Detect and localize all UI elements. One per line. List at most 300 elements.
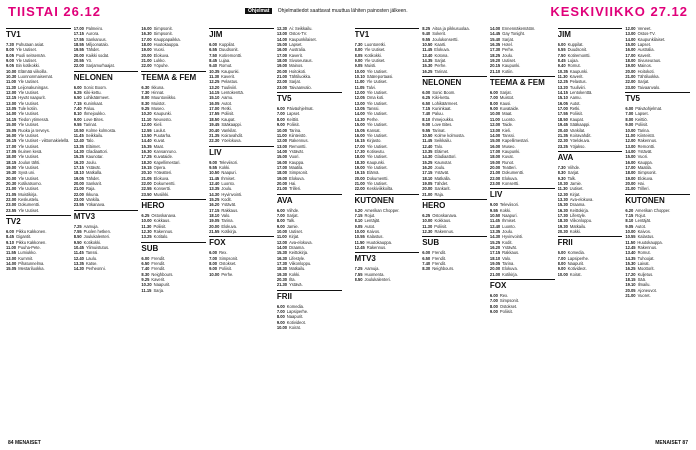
channel-heading: AVA — [277, 194, 342, 207]
program-time: 6.50 — [422, 255, 431, 261]
program-time: 15.30 — [276, 250, 288, 256]
program-time: 15.30 — [557, 202, 568, 208]
program-time: 11.30 — [557, 186, 568, 192]
program-time: 21.00 — [6, 186, 17, 192]
program-time: 9.00 — [489, 309, 498, 315]
program-time: 17.30 — [354, 148, 365, 154]
program-title: Kalastus. — [637, 234, 655, 240]
program-time: 16.00 — [625, 159, 636, 165]
program-time: 12.25 — [557, 79, 568, 85]
program-title: Kieli. — [502, 127, 512, 133]
program-time: 23.00 — [6, 202, 17, 208]
program-time: 18.00 — [625, 170, 636, 176]
program-title: Rakennus. — [153, 229, 174, 234]
program-title: Frendit. — [432, 250, 447, 256]
program-row — [141, 288, 206, 293]
program-time: 11.30 — [6, 84, 17, 90]
program-time: 14.00 — [625, 148, 636, 154]
program-time: 9.00 — [276, 319, 285, 325]
program-row — [422, 266, 487, 271]
program-time: 17.25 — [141, 154, 152, 160]
program-title: Kaverit. — [569, 74, 584, 80]
program-time: 10.00 — [276, 127, 288, 133]
program-title: Kodit. — [502, 239, 513, 245]
program-title: Poliisit. — [499, 309, 513, 315]
program-time: 8.05 — [6, 52, 14, 58]
program-row — [422, 69, 487, 74]
program-time: 9.25 — [141, 277, 150, 283]
program-row — [625, 186, 690, 191]
program-time: 12.00 — [489, 122, 501, 128]
program-time: 8.00 — [276, 116, 285, 122]
program-title: Kaupunki. — [569, 68, 589, 74]
program-title: Rakennus. — [289, 138, 309, 144]
program-time: 20.00 — [73, 180, 84, 186]
program-title: Puuha-Pete. — [18, 245, 41, 251]
program-title: Draama. — [569, 202, 586, 208]
program-time: 7.00 — [625, 111, 634, 117]
program-time: 18.00 — [276, 170, 288, 176]
program-title: Ihmiset. — [501, 218, 517, 224]
program-row — [490, 181, 555, 186]
program-time: 9.00 — [209, 159, 218, 165]
program-title: Joulu. — [502, 229, 514, 234]
program-title: Uutiset. — [569, 186, 584, 192]
program-time: 6.25 — [422, 95, 431, 101]
program-time: 12.30 — [141, 229, 152, 234]
program-title: Hyvinvointi. — [502, 234, 524, 240]
left-page-number: 84 MENAISET — [8, 440, 41, 446]
program-time: 11.10 — [141, 116, 152, 122]
program-time: 13.25 — [141, 234, 152, 240]
program-title: Taide. — [502, 122, 514, 128]
program-title: Elokuva. — [153, 52, 170, 58]
program-time: 13.35 — [489, 229, 501, 234]
program-time: 8.00 — [6, 47, 14, 53]
program-time: 7.00 — [489, 95, 498, 101]
program-row — [625, 293, 690, 298]
program-time: 21.00 — [276, 74, 288, 80]
program-time: 22.00 — [6, 196, 17, 202]
program-time: 19.45 — [209, 122, 220, 128]
program-time: 18.15 — [625, 277, 636, 283]
program-title: Koirat. — [289, 325, 301, 331]
program-row — [422, 229, 487, 234]
program-title: Raja. — [434, 191, 445, 197]
program-title: Yökanava. — [85, 202, 106, 208]
program-time: 20.00 — [141, 52, 152, 58]
channel-heading: MTV3 — [355, 252, 420, 265]
program-title: Eläimet. — [434, 148, 450, 154]
program-title: Huutokauppa. — [637, 239, 663, 245]
program-time: 10.20 — [141, 111, 152, 117]
program-time: 16.05 — [557, 100, 568, 106]
program-row — [558, 144, 623, 149]
program-time: 14.30 — [422, 154, 433, 160]
program-time: 21.00 — [625, 186, 636, 192]
program-time: 8.10 — [354, 218, 363, 224]
program-time: 20.00 — [6, 175, 17, 181]
program-time: 15.00 — [276, 42, 288, 48]
program-time: 10.55 — [354, 234, 365, 240]
program-title: Paluu. — [432, 111, 444, 117]
program-time: 18.00 — [276, 58, 288, 64]
program-time: 8.00 — [209, 261, 218, 267]
program-row — [74, 202, 139, 207]
program-time: 14.00 — [276, 245, 288, 251]
program-time: 19.00 — [6, 164, 17, 170]
program-title: Päiväohjelmat. — [286, 106, 314, 112]
program-title: Tuhoojat. — [637, 255, 655, 261]
program-time: 22.00 — [73, 63, 84, 69]
program-time: 9.05 — [625, 223, 634, 229]
program-title: Love Bites. — [432, 122, 453, 128]
program-time: 16.00 — [489, 143, 501, 149]
program-time: 19.10 — [625, 282, 636, 288]
program-time: 17.55 — [557, 111, 568, 117]
program-title: Sonic Boom. — [83, 84, 107, 90]
program-title: Ostokset. — [219, 261, 237, 267]
program-title: Lapset. — [637, 42, 652, 48]
program-title: Pelastus. — [569, 79, 587, 85]
program-time: 6.50 — [141, 261, 150, 267]
program-time: 7.00 — [276, 309, 285, 315]
program-title: Ylimuistutus. — [85, 245, 110, 251]
program-time: 18.50 — [209, 116, 220, 122]
program-time: 7.30 — [141, 90, 150, 96]
program-time: 14.35 — [625, 255, 636, 261]
program-time: 15.30 — [625, 261, 636, 267]
program-title: Kuninkaat. — [83, 100, 104, 106]
program-title: Yle Uutiset. — [18, 175, 40, 181]
program-time: 10.35 — [557, 68, 568, 74]
program-time: 12.00 — [141, 122, 152, 128]
program-title: Sarjat. — [286, 212, 299, 218]
program-time: 17.15 — [73, 31, 84, 37]
program-title: Yle Uutiset. — [18, 79, 39, 85]
program-title: Elokuva. — [637, 175, 654, 181]
program-time: 16.30 — [141, 31, 152, 37]
program-title: Kaupunki. — [221, 68, 240, 74]
right-day-title: KESKIVIIKKO 27.12 — [550, 4, 688, 19]
program-title: Muuntoviikko. — [151, 95, 177, 101]
program-row — [209, 272, 274, 277]
program-time: 9.40 — [209, 63, 218, 69]
program-time: 14.00 — [6, 111, 17, 117]
program-title: Palmeiro. — [85, 26, 104, 31]
program-time: 6.00 — [557, 42, 566, 47]
program-time: 10.50 — [489, 212, 501, 218]
program-title: Taivaanvalo. — [289, 84, 312, 90]
program-time: 23.25 — [557, 143, 568, 149]
program-time: 15.05 — [354, 127, 365, 133]
program-title: Aamuja. — [364, 266, 380, 272]
channel-heading: LIV — [209, 146, 274, 159]
program-time: 19.05 — [422, 180, 433, 186]
program-time: 23.55 — [6, 207, 17, 213]
program-title: Tähtiluokka. — [289, 74, 312, 80]
program-title: Dokumentti. — [366, 175, 389, 181]
program-time: 12.40 — [73, 255, 84, 261]
program-title: Simpsonit. — [499, 298, 520, 304]
program-title: Koirat. — [569, 271, 582, 277]
program-title: Sivuseuraus. — [289, 58, 313, 64]
program-title: Ruoka ja terveys. — [18, 127, 50, 133]
program-title: Kansat. — [366, 127, 381, 133]
program-title: Tarina. — [502, 261, 515, 267]
program-time: 11.00 — [6, 79, 17, 85]
program-title: Konsertti. — [502, 180, 520, 186]
program-title: Ostos-TV. — [637, 31, 656, 37]
program-time: 8.50 — [73, 234, 82, 240]
program-title: Perhe. — [221, 271, 234, 277]
program-title: Elokuva. — [221, 223, 238, 229]
program-time: 19.15 — [141, 164, 152, 170]
program-title: Frendit. — [151, 255, 166, 261]
program-title: Bin kotikokki. — [15, 63, 40, 69]
program-time: 19.00 — [625, 175, 636, 181]
program-time: 15.00 — [354, 122, 365, 128]
program-time: 16.15 — [6, 138, 17, 144]
program-title: Pikku Kakkonen. — [15, 239, 47, 245]
program-title: Poliisit. — [286, 122, 300, 128]
program-title: Tuuliviiri. — [569, 84, 586, 90]
channel-heading: HERO — [141, 199, 206, 212]
program-time: 16.35 — [489, 42, 501, 48]
program-time: 10.00 — [276, 325, 288, 331]
program-time: 13.50 — [141, 132, 152, 138]
program-time: 10.50 — [422, 132, 433, 138]
channel-heading: JIM — [209, 28, 274, 41]
program-time: 21.00 — [489, 271, 501, 277]
program-time: 7.15 — [354, 212, 363, 218]
program-time: 22.00 — [276, 79, 288, 85]
program-time: 17.15 — [73, 164, 84, 170]
program-time: 20.00 — [276, 68, 288, 74]
program-time: 18.00 — [625, 58, 636, 64]
program-time: 21.35 — [557, 132, 568, 138]
program-time: 9.50 — [73, 239, 82, 245]
program-time: 11.45 — [209, 175, 220, 181]
program-time: 21.05 — [6, 191, 17, 197]
program-title: Simpsonit. — [289, 170, 309, 176]
program-title: Lentokenttä. — [221, 90, 244, 96]
program-title: Kapellimestari. — [153, 159, 181, 165]
program-title: Lapsiperhe. — [567, 255, 589, 261]
program-title: Teatteri. — [502, 164, 517, 170]
program-title: Sarjat. — [434, 58, 447, 64]
program-title: Lohikäärmeet. — [83, 95, 110, 101]
program-title: Kaupunki. — [153, 111, 172, 117]
program-row — [141, 63, 206, 68]
program-title: Amerikan Chopper. — [635, 207, 671, 213]
program-time: 14.30 — [209, 191, 220, 197]
program-title: Matkailu. — [569, 223, 587, 229]
program-title: Viihde. — [286, 207, 300, 213]
program-title: Sääkaappi. — [569, 122, 591, 128]
program-time: 8.10 — [73, 111, 82, 117]
program-time: 18.00 — [489, 154, 501, 160]
program-title: Viihde. — [567, 164, 581, 170]
program-time: 13.00 — [489, 127, 501, 133]
program-title: Joulun tähti. — [18, 159, 41, 165]
program-time: 6.25 — [73, 90, 82, 96]
program-time: 21.05 — [141, 175, 152, 181]
program-time: 11.30 — [557, 74, 568, 80]
program-title: Naapurit. — [153, 282, 171, 288]
listing-column — [277, 26, 342, 436]
program-title: Ostoskanava. — [432, 212, 458, 218]
program-title: Remontti. — [637, 143, 656, 149]
program-time: 15.25 — [209, 196, 220, 202]
program-title: Pelastus. — [221, 79, 239, 85]
program-time: 20.30 — [6, 180, 17, 186]
program-title: Yle Uutiset. — [366, 122, 388, 128]
program-title: Simpsonit. — [153, 31, 173, 37]
program-title: Leijonakuningas. — [18, 84, 49, 90]
channel-heading: MTV3 — [74, 210, 139, 223]
program-title: Muistot. — [499, 95, 515, 101]
program-time: 17.00 — [276, 52, 288, 58]
program-time: 10.00 — [422, 218, 433, 224]
program-time: 15.00 — [625, 42, 636, 48]
program-title: Kummit. — [18, 255, 34, 261]
program-time: 7.30 — [354, 42, 363, 47]
program-title: Kaverit. — [289, 52, 303, 58]
program-title: Yle Uutiset. — [366, 111, 388, 117]
program-time: 15.00 — [276, 154, 288, 160]
program-title: Kaarti. — [434, 42, 447, 48]
program-title: Tarinat. — [432, 127, 446, 133]
program-title: Kauppa. — [289, 159, 305, 165]
program-title: Kokki. — [499, 207, 512, 213]
program-title: Yle Uutiset. — [18, 164, 40, 170]
program-title: Yle Uutiset. — [366, 68, 388, 74]
program-time: 20.00 — [422, 186, 433, 192]
program-title: Joulu. — [502, 52, 514, 58]
program-title: Mainos. — [289, 63, 304, 69]
program-title: Sarja. — [153, 287, 165, 293]
program-time: 11.45 — [73, 250, 84, 256]
program-title: Neighbours. — [151, 271, 174, 277]
program-title: Televiisori. — [499, 202, 519, 208]
program-title: Laulut. — [153, 127, 166, 133]
left-day-title: TIISTAI 26.12 — [8, 4, 101, 19]
program-time: 15.10 — [209, 95, 220, 101]
program-title: Yle Uutiset. — [18, 100, 40, 106]
program-title: Mainos. — [637, 63, 652, 69]
program-time: 16.25 — [625, 266, 636, 272]
program-time: 8.45 — [557, 58, 566, 64]
program-title: Tanssi. — [366, 106, 380, 112]
program-title: Kodit. — [221, 196, 232, 202]
program-time: 9.10 — [6, 239, 14, 245]
program-title: Tarinat. — [434, 68, 448, 74]
program-title: Gladiaattori. — [85, 148, 109, 154]
program-time: 10.00 — [625, 229, 636, 234]
program-time: 6.00 — [422, 90, 431, 96]
program-time: 15.25 — [489, 239, 501, 245]
program-time: 9.00 — [276, 223, 285, 229]
program-time: 7.15 — [422, 106, 431, 112]
program-title: Simpsonit. — [637, 170, 657, 176]
program-time: 12.00 — [625, 26, 636, 31]
program-time: 9.00 — [625, 122, 634, 128]
program-time: 18.00 — [354, 154, 365, 160]
program-title: Dokumentti. — [153, 180, 176, 186]
program-time: 10.20 — [141, 282, 152, 288]
program-title: Kaivos. — [637, 229, 652, 234]
program-title: Vankilat. — [569, 127, 586, 133]
program-time: 6.20 — [354, 207, 363, 213]
program-title: Ystävät. — [637, 148, 653, 154]
program-time: 9.40 — [557, 63, 566, 69]
program-title: Kotikokki. — [83, 239, 102, 245]
program-title: Yöteatteri. — [153, 170, 173, 176]
program-title: Rakennus. — [366, 245, 387, 251]
program-title: Retki. — [221, 106, 232, 112]
program-title: Elokuva. — [289, 175, 305, 181]
program-title: Kaupunkilaiset. — [637, 36, 666, 42]
program-time: 10.00 — [489, 111, 501, 117]
program-title: Perheonni. — [85, 266, 106, 272]
program-time: 20.30 — [557, 229, 568, 234]
program-time: 6.00 — [73, 84, 82, 90]
program-time: 17.00 — [73, 26, 84, 31]
program-time: 15.25 — [73, 154, 84, 160]
program-time: 12.00 — [625, 138, 636, 144]
program-title: Kaunotar. — [434, 159, 452, 165]
program-time: 10.30 — [557, 180, 568, 186]
listing-column — [422, 26, 487, 436]
program-time: 16.00 — [625, 47, 636, 53]
program-time: 10.00 — [6, 68, 17, 74]
program-title: Kiinteistö. — [288, 132, 307, 138]
program-time: 16.20 — [489, 245, 501, 251]
program-title: Autot. — [569, 100, 581, 106]
program-title: Yle Uutiset. — [366, 180, 388, 186]
channel-heading: FOX — [209, 236, 274, 249]
program-title: Matkalla. — [434, 175, 451, 181]
program-time: 19.15 — [354, 170, 365, 176]
program-row — [141, 192, 206, 197]
program-time: 13.40 — [625, 250, 636, 256]
program-title: Elokuva. — [502, 266, 518, 272]
program-time: 7.55 — [73, 229, 82, 234]
program-row — [277, 186, 342, 191]
program-title: Matkalla. — [85, 170, 103, 176]
program-time: 16.00 — [6, 132, 17, 138]
program-title: Rojut. — [364, 212, 376, 218]
program-title: Kuppilat. — [219, 42, 236, 47]
program-time: 11.00 — [276, 132, 287, 138]
program-time: 10.50 — [209, 170, 220, 176]
footer — [0, 436, 696, 450]
program-time: 13.40 — [422, 52, 433, 58]
program-time: 16.00 — [276, 47, 288, 53]
program-time: 18.25 — [489, 52, 501, 58]
program-time: 13.20 — [209, 84, 220, 90]
program-time: 11.00 — [6, 245, 17, 251]
program-title: Museo. — [151, 106, 165, 112]
program-title: Talo. — [434, 143, 444, 149]
program-title: Talvi. — [366, 84, 376, 90]
program-title: Seikkailu. — [434, 138, 452, 144]
program-time: 14.00 — [276, 36, 288, 42]
program-time: 19.00 — [354, 164, 365, 170]
program-time: 10.00 — [354, 68, 365, 74]
program-time: 7.50 — [557, 52, 566, 58]
